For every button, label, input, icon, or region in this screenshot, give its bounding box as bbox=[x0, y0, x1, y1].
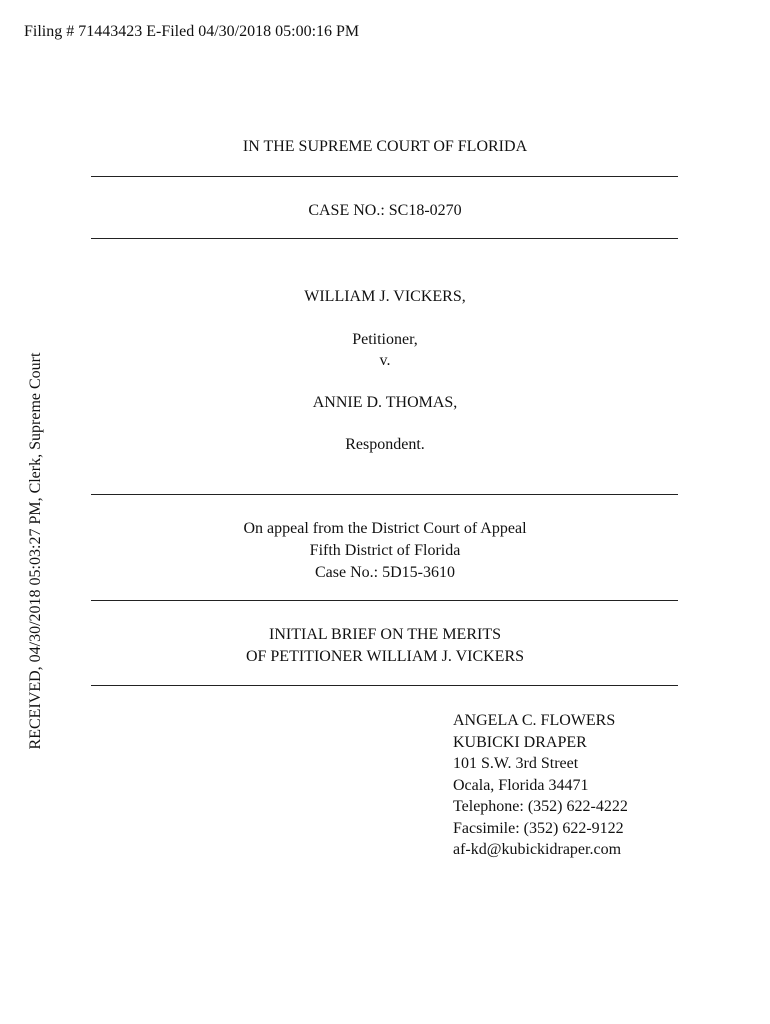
divider bbox=[91, 176, 678, 177]
divider bbox=[91, 494, 678, 495]
counsel-telephone: Telephone: (352) 622-4222 bbox=[453, 798, 628, 815]
counsel-block bbox=[453, 710, 628, 861]
appeal-case-number: Case No.: 5D15-3610 bbox=[315, 564, 455, 581]
appeal-court-line: On appeal from the District Court of Appeal bbox=[243, 520, 527, 537]
counsel-street: 101 S.W. 3rd Street bbox=[453, 755, 579, 772]
petitioner-role: Petitioner, bbox=[352, 331, 418, 348]
counsel-firm: KUBICKI DRAPER bbox=[453, 733, 587, 751]
counsel-city: Ocala, Florida 34471 bbox=[453, 776, 589, 794]
filing-header: Filing # 71443423 E-Filed 04/30/2018 05:00:16 PM bbox=[24, 23, 360, 40]
divider bbox=[91, 600, 678, 601]
divider bbox=[91, 685, 678, 686]
counsel-email: af-kd@kubickidraper.com bbox=[453, 841, 622, 858]
versus: v. bbox=[379, 352, 391, 369]
case-number: CASE NO.: SC18-0270 bbox=[308, 202, 462, 219]
respondent-name: ANNIE D. THOMAS, bbox=[312, 394, 458, 411]
counsel-name: ANGELA C. FLOWERS bbox=[453, 712, 616, 729]
brief-title-line1: INITIAL BRIEF ON THE MERITS bbox=[269, 626, 501, 643]
received-stamp: RECEIVED, 04/30/2018 05:03:27 PM, Clerk, Supreme Court bbox=[27, 352, 44, 750]
counsel-facsimile: Facsimile: (352) 622-9122 bbox=[453, 819, 624, 837]
respondent-role: Respondent. bbox=[345, 436, 425, 453]
appeal-district-line: Fifth District of Florida bbox=[309, 542, 461, 559]
petitioner-name: WILLIAM J. VICKERS, bbox=[304, 288, 466, 305]
divider bbox=[91, 238, 678, 239]
court-name: IN THE SUPREME COURT OF FLORIDA bbox=[242, 138, 528, 155]
brief-title-line2: OF PETITIONER WILLIAM J. VICKERS bbox=[245, 648, 525, 665]
